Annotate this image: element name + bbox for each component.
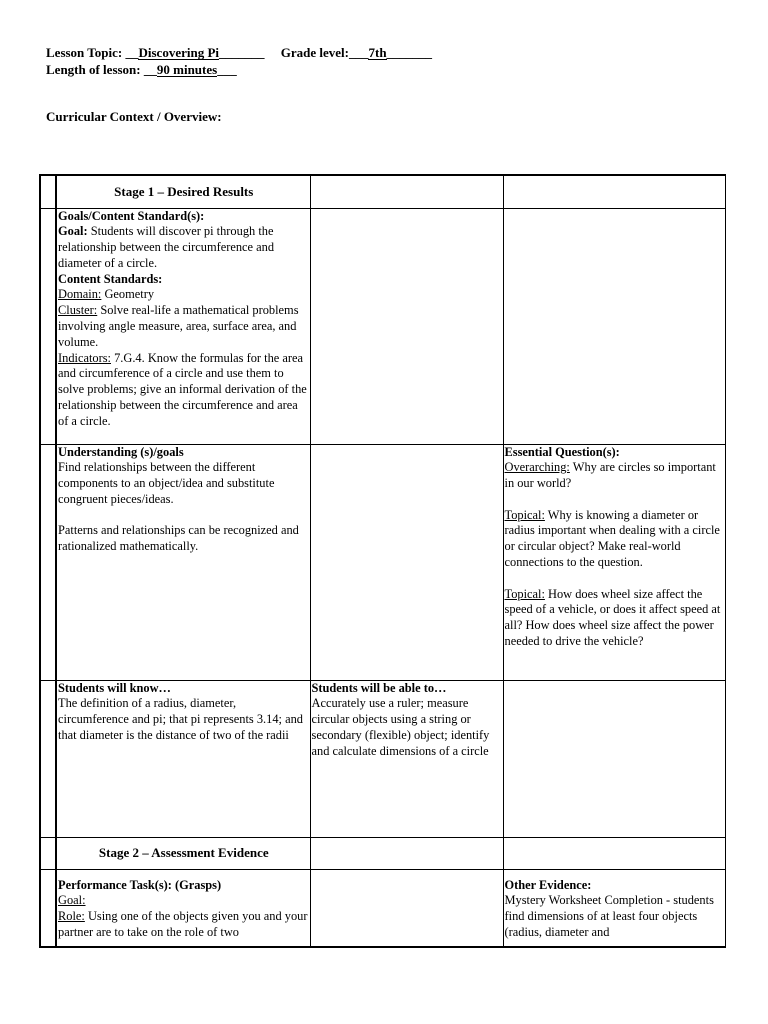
understanding-row [40, 444, 725, 680]
lesson-plan-table [39, 174, 726, 948]
goals-cell: Goals/Content Standard(s): Goal: Students will discover pi through the relationship between the circumference and diameter of a circle. Content Standards: Domain: Geometry Cluster: Solve real-life a mathematical problems involving angle measure, area, surface area, and volume. Indicators: 7.G.4. Know the formulas for the area and circumference of a circle and use them to solve problems; give an informal derivation of the relationship between the circumference and area of a circle. [56, 208, 310, 444]
performance-row [40, 869, 725, 947]
curricular-context-label: Curricular Context / Overview: [46, 109, 222, 124]
lesson-topic-value: Discovering Pi [138, 45, 219, 60]
other-evidence-cell: Other Evidence: Mystery Worksheet Completion - students find dimensions of at least four objects (radius, diameter and [503, 869, 725, 947]
stage2-title: Stage 2 – Assessment Evidence [56, 837, 310, 869]
grade-level-value: 7th [368, 45, 387, 60]
performance-task-cell: Performance Task(s): (Grasps) Goal: Role: Using one of the objects given you and your partner are to take on the role of two [56, 869, 310, 947]
understanding-cell: Understanding (s)/goals Find relationships between the different components to an object/idea and substitute congruent pieces/ideas. Patterns and relationships can be recognized and rationalized mathematically. [56, 444, 310, 680]
know-able-row [40, 680, 725, 837]
students-will-know-cell: Students will know… The definition of a radius, diameter, circumference and pi; that pi represents 3.14; and that diameter is the distance of two of the radii [56, 680, 310, 837]
goals-row [40, 208, 725, 444]
lesson-length-value: 90 minutes [156, 62, 218, 77]
stage1-header-row [40, 175, 725, 208]
students-able-to-cell: Students will be able to… Accurately use a ruler; measure circular objects using a string or secondary (flexible) object; identify and calculate dimensions of a circle [310, 680, 503, 837]
lesson-length-line: Length of lesson: __90 minutes___ [46, 62, 237, 77]
lesson-topic-line: Lesson Topic: __Discovering Pi_______ Grade level:___7th_______ [46, 45, 433, 60]
essential-questions-cell: Essential Question(s): Overarching: Why are circles so important in our world? Topical: Why is knowing a diameter or radius important when dealing with a circle or circular object? Make real-world connections to the question. Topical: How does wheel size affect the speed of a vehicle, or does it affect speed at all? How does wheel size affect the power needed to drive the vehicle? [503, 444, 725, 680]
stage2-header-row [40, 837, 725, 869]
stage1-title: Stage 1 – Desired Results [56, 175, 310, 208]
